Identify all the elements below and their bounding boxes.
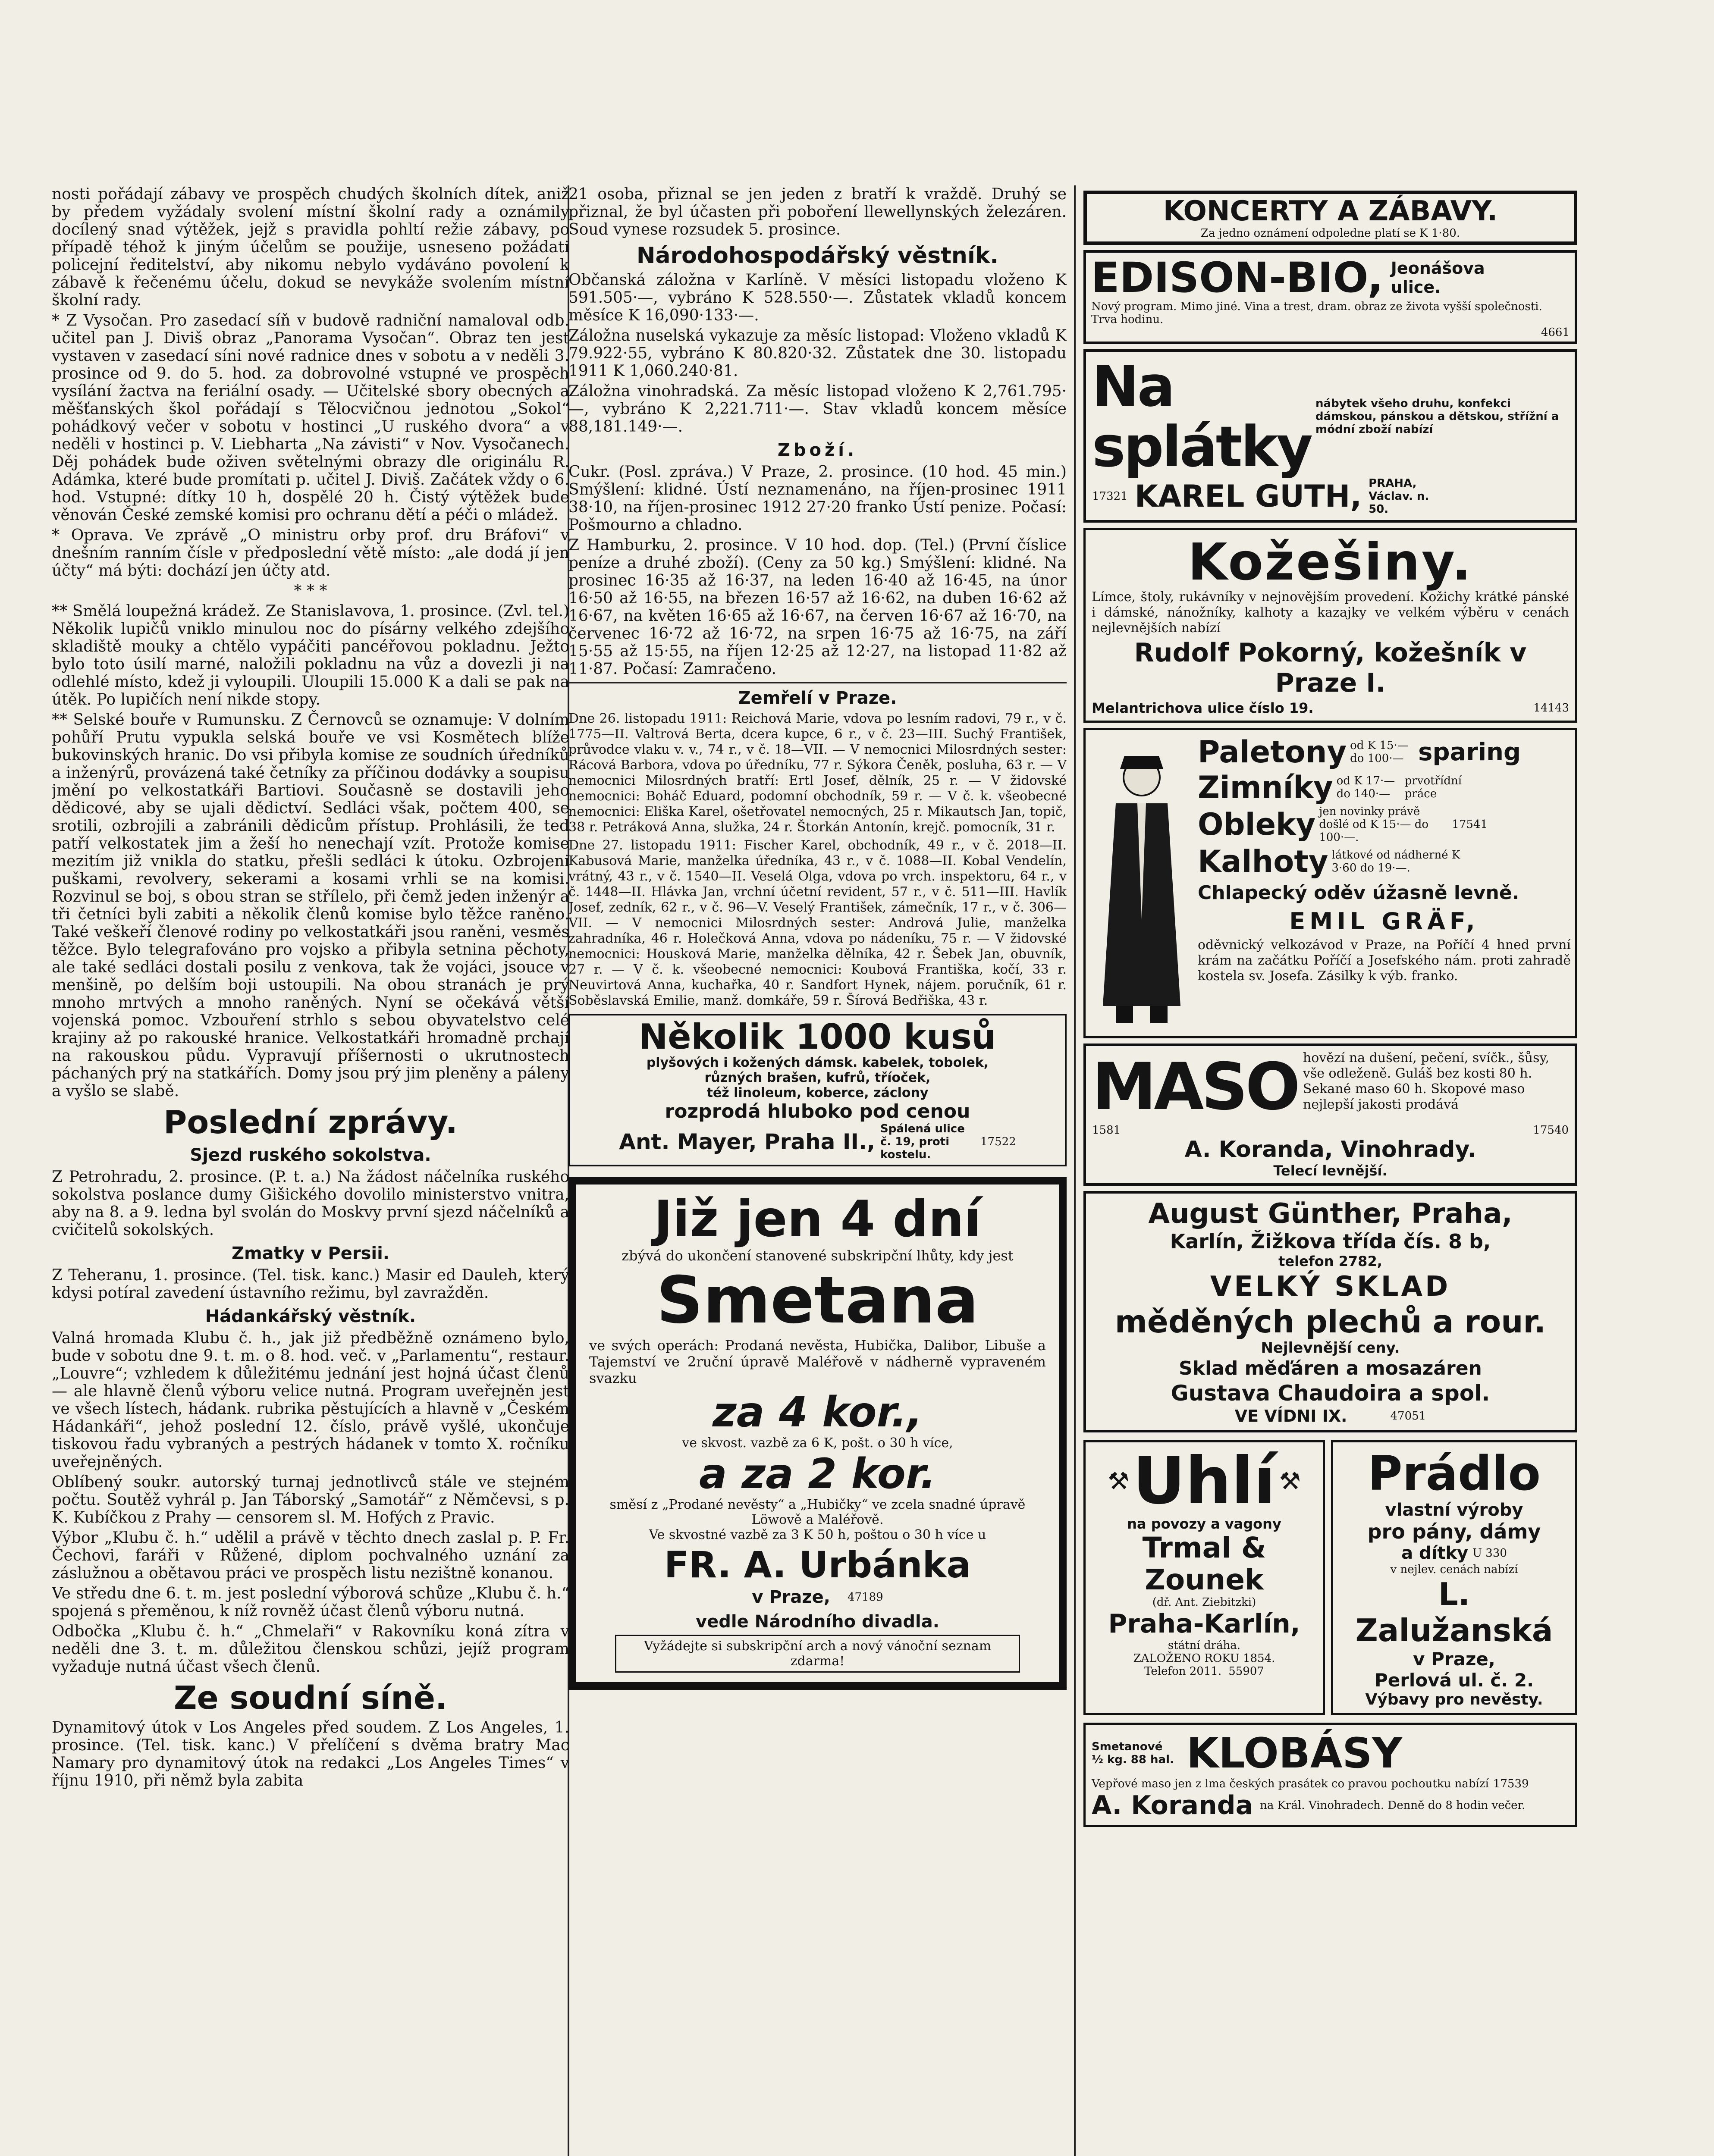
news-hadank-4: Ve středu dne 6. t. m. jest poslední výborová schůze „Klubu č. h.“ spojená s přeměnou, k níž rovněž účast členů výboru nutná. bbox=[52, 1585, 569, 1620]
ad-mayer-line3: též linoleum, koberce, záclony bbox=[706, 1085, 929, 1100]
ad-maso-name: A. Koranda, Vinohrady. bbox=[1184, 1137, 1476, 1163]
ad-mayer bbox=[568, 1014, 1067, 1166]
news-hamburk: Z Hamburku, 2. prosince. V 10 hod. dop. (Tel.) (První číslice peníze a druhé zboží). (Ceny za 50 kg.) Smýšlení: klidné. Na prosinec 16·35 až 16·37, na leden 16·40 až 16·45, na únor 16·50 až 16·55, na březen 16·57 až 16·62, na duben 16·62 až 16·67, na květen 16·65 až 16·67, na červen 16·67 až 16·70, na červenec 16·72 až 16·72, na srpen 16·75 až 16·75, na září 15·55 až 15·55, na říjen 12·25 až 12·27, na listopad 11·82 až 11·87. Počasí: Zamračeno. bbox=[568, 536, 1067, 678]
ad-mayer-line4: rozprodá hluboko pod cenou bbox=[665, 1100, 970, 1122]
ad-gunther-name: August Günther, Praha, bbox=[1148, 1198, 1513, 1230]
news-obcanska: Občanská záložna v Karlíně. V měsíci listopadu vloženo K 591.505·—, vybráno K 528.550·—. Zůstatek vkladů koncem měsíce K 16,090·133·—. bbox=[568, 271, 1067, 324]
ad-koncerty bbox=[1083, 191, 1577, 245]
news-boure: ** Selské bouře v Rumunsku. Z Černovců se oznamuje: V dolním pohůří Prutu vypukla selská bouře ve vsi Kosmětech blíže bukovinských hranic. Do vsi přibyla komise ze soudních úředníků a inženýrů, provázená také četníky za příčinou dodávky a soupisu jmění po velkostatkáři Bartiovi. Současně se dostavili jeho dědicové, aby se ujali dědictví. Sedláci však, počtem 400, se srotili, ozbrojili a zabránili dědicům přístup. Prohlásili, že teď patří velkostatek jim a žeší ho nenechají vzít. Protože komise mezitím již vnikla do statku, přešli sedláci k útoku. Ozbrojeni puškami, revolvery, sekerami a kosami vrhli se na komisi. Rozvinul se boj, s obou stran se střílelo, při čemž jeden inženýr a tři četníci byli zabiti a několik členů komise bylo těžce raněno. Také veškeří členové rodiny po velkostatkáři jsou raněni, vesměs těžce. Bylo telegrafováno pro vojsko a přibyla setnina pěchoty, ale také sedláci dostali posilu z venkova, tak že vojáci, jsouce v menšině, po delším boji ustoupili. Na obou stranách je prý mnoho mrtvých a mnoho raněných. Nyní se očekává větší vojenská pomoc. Vzbouření strhlo s sebou obyvatelstvo celé krajiny až po rakouské hranice. Velkostatkáři hromadně prchají na rakouskou půdu. Vypravují příšernosti o ukrutnostech páchaných prý na statkářích. Domy jsou prý jim pleněny a páleny a vyšlo se slabě. bbox=[52, 711, 569, 1100]
hammer-pick-icon: ⚒ bbox=[1279, 1467, 1301, 1495]
ad-graf-item-3: Obleky bbox=[1198, 807, 1316, 842]
news-soudni: Dynamitový útok v Los Angeles před soudem. Z Los Angeles, 1. prosince. (Tel. tisk. kanc.) V přelíčení s dvěma bratry Mac Namary pro dynamitový útok na redakci „Los Angeles Times“ v říjnu 1910, při němž byla zabita bbox=[52, 1719, 569, 1789]
ad-mayer-title: Několik 1000 kusů bbox=[639, 1017, 996, 1057]
ad-smetana-price-1: za 4 kor., bbox=[712, 1388, 923, 1436]
ad-pradlo-title: Prádlo bbox=[1367, 1446, 1541, 1501]
ad-pradlo-addr: Perlová ul. č. 2. bbox=[1374, 1670, 1534, 1691]
ad-kozesiny-text: Límce, štoly, rukávníky v nejnovějším provedení. Kožichy krátké pánské i dámské, nánožníky, kalhoty a kazajky ve velkém výběru v cenách nejlevnějších nabízí bbox=[1092, 589, 1569, 636]
ad-gunther-line-5: Gustava Chaudoira a spol. bbox=[1171, 1381, 1490, 1406]
ad-graf-price-2: od K 17·— do 140·— bbox=[1336, 774, 1395, 800]
ad-gunther-line-4: Sklad měďáren a mosazáren bbox=[1179, 1357, 1482, 1379]
ad-graf-note-1: sparing bbox=[1418, 738, 1521, 766]
ad-pradlo-line-4: v nejlev. cenách nabízí bbox=[1390, 1563, 1518, 1576]
hammer-pick-icon: ⚒ bbox=[1108, 1467, 1130, 1495]
ad-smetana-city: v Praze, bbox=[752, 1587, 830, 1607]
ad-maso-text: hovězí na dušení, pečení, svíčk., šůsy, vše odleženě. Guláš bez kosti 80 h. Sekané maso 60 h. Skopové maso nejlepší jakosti prodává bbox=[1303, 1050, 1549, 1112]
news-persie: Z Teheranu, 1. prosince. (Tel. tisk. kanc.) Masir ed Dauleh, který kdysi potíral zavedení ústavního režimu, byl zavražděn. bbox=[52, 1266, 569, 1302]
news-cukr: Cukr. (Posl. zpráva.) V Praze, 2. prosince. (10 hod. 45 min.) Smýšlení: klidné. Ústí neznamenáno, na říjen-prosinec 1911 38·10, na říjen-prosinec 1912 27·20 franko Ústí penize. Počasí: Pošmourno a chladno. bbox=[568, 463, 1067, 534]
divider bbox=[568, 682, 1067, 683]
ad-smetana-box: Vyžádejte si subskripční arch a nový vánoční seznam zdarma! bbox=[615, 1635, 1020, 1673]
ad-uhli-line-2: (dř. Ant. Ziebitzki) bbox=[1152, 1596, 1256, 1609]
man-in-coat-illustration bbox=[1090, 739, 1193, 1032]
headline-hadank: Hádankářský věstník. bbox=[205, 1307, 416, 1326]
ad-graf bbox=[1083, 728, 1577, 1038]
ad-pradlo-number: U 330 bbox=[1472, 1547, 1507, 1560]
news-zalozna: Záložna nuselská vykazuje za měsíc listopad: Vloženo vkladů K 79.922·55, vybráno K 80.820·32. Zůstatek dne 30. listopadu 1911 K 1,060.240·81. bbox=[568, 327, 1067, 380]
ad-kozesiny-name: Rudolf Pokorný, kožešník v Praze I. bbox=[1134, 638, 1527, 698]
ad-gunther-line-6: VE VÍDNI IX. bbox=[1234, 1407, 1347, 1426]
ad-graf-text: oděvnický velkozávod v Praze, na Poříčí 4 hned první krám na začátku Poříčí a Josefského nám. proti zahradě kostela sv. Josefa. Zásilky k výb. franko. bbox=[1198, 937, 1571, 984]
ad-smetana-divadla: vedle Národního divadla. bbox=[696, 1612, 939, 1632]
ad-smetana-firm: FR. A. Urbánka bbox=[664, 1544, 971, 1586]
news-top: 21 osoba, přiznal se jen jeden z bratří k vraždě. Druhý se přiznal, že byl účasten při poboření llewellynských železáren. Soud vynese rozsudek 5. prosince. bbox=[568, 185, 1067, 238]
ad-mayer-name: Ant. Mayer, Praha II., bbox=[619, 1129, 876, 1154]
ad-edison-text: Nový program. Mimo jiné. Vina a trest, dram. obraz ze života vyšší společnosti. Trva hodinu. bbox=[1091, 300, 1542, 326]
ad-koncerty-title: KONCERTY A ZÁBAVY. bbox=[1163, 195, 1498, 227]
section-title-narod: Národohospodářský věstník. bbox=[636, 243, 999, 269]
news-hadank-3: Výbor „Klubu č. h.“ udělil a právě v těchto dnech zaslal p. P. Fr. Čechovi, faráři v Růžené, diplom pochvalného uznání za záslužnou a obětavou práci ve prospěch listu nezištně konanou. bbox=[52, 1529, 569, 1582]
column-right bbox=[1083, 185, 1577, 2156]
ad-mayer-line1: plyšových i kožených dámsk. kabelek, tobolek, bbox=[646, 1055, 989, 1070]
ad-klobasy bbox=[1083, 1723, 1577, 1827]
ad-edison-number: 4661 bbox=[1541, 326, 1570, 339]
ad-graf-item-1: Paletony bbox=[1198, 734, 1347, 770]
ad-smetana-text: ve svých operách: Prodaná nevěsta, Hubička, Dalibor, Libuše a Tajemství ve 2ruční úpravě Maléřově v nádherně vypraveném svazku bbox=[589, 1337, 1046, 1386]
ad-uhli-line-3: státní dráha. bbox=[1168, 1639, 1241, 1652]
separator-stars: * * * bbox=[294, 582, 327, 600]
ad-klobasy-number: 17539 bbox=[1493, 1777, 1529, 1790]
ad-smetana-number: 47189 bbox=[847, 1591, 883, 1604]
column-left bbox=[52, 185, 569, 2156]
headline-persie: Zmatky v Persii. bbox=[232, 1244, 389, 1263]
news-hadank-1: Valná hromada Klubu č. h., jak již předběžně oznámeno bylo, bude v sobotu dne 9. t. m. o 8. hod. več. v „Parlamentu“, restaur. „Louvre“; vzhledem k důležitému jednání jest hojná účast členů — ale hlavně členů výboru velice nutná. Program uveřejněn jest ve všech lístech, hádank. rubrika pěstujících a hlavně v „Českém Hádankáři“, jehož poslední 12. číslo, právě vyšlé, ukončuje tiskovou řadu vybraných a pestrých hádanek v tomto X. ročníku uveřejněných. bbox=[52, 1329, 569, 1471]
news-oprava: * Oprava. Ve zprávě „O ministru orby prof. dru Bráfovi“ v dnešním ranním čísle v předposlední větě místo: „ale dodá jí jen účty“ má býti: dochází jen účty atd. bbox=[52, 526, 569, 580]
news-hadank-5: Odbočka „Klubu č. h.“ „Chmelaři“ v Rakovníku koná zítra v neděli dne 3. t. m. důležitou členskou schůzi, jejíž program vyžaduje nutná účast všech členů. bbox=[52, 1623, 569, 1676]
ad-edison-side: Jeonášova ulice. bbox=[1391, 259, 1485, 297]
ad-graf-number: 17541 bbox=[1452, 818, 1488, 831]
ad-splatky-title: Na splátky bbox=[1092, 354, 1312, 479]
ad-uhli bbox=[1083, 1440, 1325, 1715]
ad-maso-number-2: 17540 bbox=[1533, 1124, 1569, 1137]
ad-uhli-tel: Telefon 2011. bbox=[1144, 1665, 1222, 1678]
ad-pradlo-line-2: pro pány, dámy bbox=[1367, 1520, 1541, 1543]
ad-maso bbox=[1083, 1044, 1577, 1186]
ad-graf-item-4: Kalhoty bbox=[1198, 844, 1328, 879]
ad-klobasy-addr: na Král. Vinohradech. Denně do 8 hodin večer. bbox=[1260, 1799, 1526, 1812]
ad-mayer-addr: Spálená ulice č. 19, proti kostelu. bbox=[880, 1122, 965, 1161]
ad-smetana bbox=[568, 1177, 1067, 1690]
ad-uhli-number: 55907 bbox=[1228, 1665, 1264, 1678]
ad-mayer-number: 17522 bbox=[980, 1135, 1016, 1148]
news-zemreli-2: Dne 27. listopadu 1911: Fischer Karel, obchodník, 49 r., v č. 2018—II. Kabusová Marie, manželka úředníka, 43 r., v č. 1088—II. Kobal Vendelín, vrátný, 43 r., v č. 1540—II. Veselá Olga, vdova po vrch. inspektoru, 64 r., v č. 1448—II. Hlávka Jan, vrchní účetní revident, 57 r., v č. 511—III. Havlík Josef, zedník, 62 r., v č. 96—V. Veselý František, zámečník, 17 r., v č. 306—VII. — V nemocnici Milosrdných sester: Andrová Julie, manželka zahradníka, 46 r. Holečková Anna, vdova po nádeníku, 75 r. — V židovské nemocnici: Housková Marie, manželka dělníka, 42 r. Šebek Jan, obuvník, 27 r. — V č. k. všeobecné nemocnici: Koubová Františka, kočí, 33 r. Neuvirtová Anna, kuchařka, 40 r. Sandfort Hynek, nájem. poručník, 61 r. Soběslavská Emilie, manž. domkáře, 59 r. Šírová Bedřiška, 43 r. bbox=[568, 838, 1067, 1008]
ad-gunther-line-3: Nejlevnější ceny. bbox=[1261, 1339, 1400, 1357]
ad-pradlo-foot: Výbavy pro nevěsty. bbox=[1365, 1691, 1543, 1708]
ad-pradlo-line-1: vlastní výroby bbox=[1385, 1500, 1523, 1520]
ad-edison-title: EDISON-BIO, bbox=[1091, 254, 1383, 302]
news-hadank-2: Oblíbený soukr. autorský turnaj jednotlivců stále ve stejném počtu. Soutěž vyhrál p. Jan Táborský „Samotář“ z Němčevsi, s p. K. Kubíčkou z Prahy — censorem sl. M. Hofých z Pravic. bbox=[52, 1473, 569, 1526]
ad-splatky-name: KAREL GUTH, bbox=[1134, 479, 1362, 514]
news-zemreli-1: Dne 26. listopadu 1911: Reichová Marie, vdova po lesním radovi, 79 r., v č. 1775—II. Valtrová Berta, dcera kupce, 6 r., v č. 23—III. Suchý František, průvodce vlaku v. v., 74 r., v č. 18—VII. — V nemocnici Milosrdných sester: Rácová Barbora, vdova po úředníku, 77 r. Sýkora Čeněk, posluha, 63 r. — V nemocnici Milosrdných bratří: Ertl Josef, dělník, 25 r. — V židovské nemocnici: Boháč Eduard, podomní obchodník, 59 r. — V č. k. všeobecné nemocnici: Eliška Karel, ošetřovatel nemocných, 25 r. Mikautsch Jan, topič, 38 r. Petráková Anna, služka, 24 r. Štorkán Antonín, krejč. pomocník, 31 r. bbox=[568, 711, 1067, 835]
ad-uhli-city: Praha-Karlín, bbox=[1108, 1609, 1300, 1639]
ad-edison bbox=[1083, 250, 1577, 344]
ad-uhli-line-4: ZALOŽENO ROKU 1854. bbox=[1133, 1652, 1275, 1665]
ad-mayer-line2: různých brašen, kufrů, tříoček, bbox=[704, 1070, 931, 1085]
ad-maso-title: MASO bbox=[1092, 1050, 1298, 1125]
ad-graf-name: EMIL GRÄF, bbox=[1289, 908, 1479, 935]
ad-smetana-smes: směsí z „Prodané nevěsty“ a „Hubičky“ ve zcela snadné úpravě Löwově a Maléřově. bbox=[609, 1497, 1026, 1527]
ad-kozesiny-addr: Melantrichova ulice číslo 19. bbox=[1092, 700, 1314, 716]
ad-pradlo-name: L. Zalužanská bbox=[1355, 1576, 1553, 1648]
ad-graf-price-1: od K 15·— do 100·— bbox=[1350, 739, 1409, 765]
ad-splatky bbox=[1083, 349, 1577, 523]
ad-kozesiny-title: Kožešiny. bbox=[1188, 532, 1473, 592]
ad-pradlo-city: v Praze, bbox=[1413, 1648, 1495, 1670]
news-sjezd: Z Petrohradu, 2. prosince. (P. t. a.) Na žádost náčelníka ruského sokolstva poslance dumy Gišického dovolilo ministerstvo vnitra, aby na 8. a 9. ledna byl svolán do Moskvy první sjezd náčelníků a cvičitelů sokolských. bbox=[52, 1168, 569, 1239]
ad-kozesiny bbox=[1083, 528, 1577, 723]
ad-pradlo-line-3: a dítky bbox=[1401, 1543, 1469, 1563]
ad-graf-price-3: jen novinky právě došlé od K 15·— do 100·—. bbox=[1319, 805, 1429, 844]
ad-smetana-binding-1: ve skvost. vazbě za 6 K, pošt. o 30 h více, bbox=[682, 1435, 953, 1451]
ad-gunther bbox=[1083, 1191, 1577, 1432]
ad-smetana-binding-2: Ve skvostné vazbě za 3 K 50 h, poštou o 30 h více u bbox=[649, 1527, 986, 1542]
ad-klobasy-title: KLOBÁSY bbox=[1187, 1729, 1402, 1777]
ad-pradlo bbox=[1331, 1440, 1577, 1715]
ad-smetana-name: Smetana bbox=[656, 1263, 979, 1338]
ad-uhli-line-1: na povozy a vagony bbox=[1127, 1516, 1281, 1532]
ad-gunther-number: 47051 bbox=[1390, 1410, 1426, 1423]
ad-maso-number-1: 1581 bbox=[1092, 1124, 1121, 1137]
ad-gunther-line-1: VELKÝ SKLAD bbox=[1210, 1271, 1451, 1303]
ad-kozesiny-number: 14143 bbox=[1533, 702, 1569, 714]
ad-koncerty-sub: Za jedno oznámení odpoledne platí se K 1·80. bbox=[1200, 227, 1460, 240]
ad-smetana-title: Již jen 4 dní bbox=[654, 1190, 981, 1248]
news-vysocan: * Z Vysočan. Pro zasedací síň v budově radniční namaloval odb. učitel pan J. Diviš obraz „Panorama Vysočan“. Obraz ten jest vystaven v zasedací síni nové radnice dnes v sobotu a v neděli 3. prosince od 9. do 5. hod. za dobrovolné vstupné ve prospěch vysílání žactva na feriální osady. — Učitelské sbory obecných a měšťanských škol pořádají s Tělocvičnou jednotou „Sokol“ pohádkový večer v sobotu v hostinci „U ruského dvora“ a v neděli v hostinci p. V. Liebharta „Na závisti“ v Nov. Vysočanech. Děj pohádek bude oživen světelnými obrazy dle originálu R. Adámka, které bude promítati p. učitel J. Diviš. Začátek vždy o 6. hod. Vstupné: dítky 10 h, dospělé 20 h. Čistý výtěžek bude věnován České zemské komisi pro ochranu dětí a péči o mládež. bbox=[52, 312, 569, 524]
ad-smetana-sub: zbývá do ukončení stanovené subskripční lhůty, kdy jest bbox=[622, 1247, 1014, 1264]
section-title-soudni: Ze soudní síně. bbox=[173, 1680, 448, 1717]
column-rule-2 bbox=[1074, 185, 1076, 2156]
ad-uhli-title: Uhlí bbox=[1133, 1444, 1276, 1519]
ad-smetana-price-2: a za 2 kor. bbox=[699, 1450, 936, 1498]
ad-klobasy-name: A. Koranda bbox=[1092, 1790, 1253, 1821]
ad-splatky-addr: PRAHA, Václav. n. 50. bbox=[1369, 477, 1429, 516]
ad-gunther-addr: Karlín, Žižkova třída čís. 8 b, bbox=[1170, 1230, 1491, 1253]
ad-graf-price-4: látkové od nádherné K 3·60 do 19·—. bbox=[1331, 849, 1460, 874]
section-title-posledni: Poslední zprávy. bbox=[163, 1104, 458, 1141]
ad-graf-chlap: Chlapecký oděv úžasně levně. bbox=[1198, 882, 1519, 904]
news-loupez: ** Smělá loupežná krádež. Ze Stanislavova, 1. prosince. (Zvl. tel.) Několik lupičů vniklo minulou noc do písárny velkého zdejšího skladiště mouky a chtělo vypáčiti pancéřovou pokladnu. Ježto bylo toto úsilí marné, naložili pokladnu na vůz a dovezli ji na odlehlé místo, kdež ji vyloupili. Uloupili 15.000 K a dali se pak na útěk. Po lupičích není nikde stopy. bbox=[52, 602, 569, 708]
ad-graf-note-2: prvotřídní práce bbox=[1404, 774, 1462, 800]
headline-zbozi: Zboží. bbox=[777, 440, 858, 460]
ad-klobasy-side: Smetanové ½ kg. 88 hal. bbox=[1092, 1740, 1174, 1766]
ad-uhli-name: Trmal & Zounek bbox=[1142, 1531, 1266, 1596]
ad-gunther-tel: telefon 2782, bbox=[1278, 1253, 1382, 1269]
ad-splatky-number: 17321 bbox=[1092, 490, 1128, 503]
news-vinohradska: Záložna vinohradská. Za měsíc listopad vloženo K 2,761.795·—, vybráno K 2,221.711·—. Stav vkladů koncem měsíce 88,181.149·—. bbox=[568, 382, 1067, 436]
headline-zemreli: Zemřelí v Praze. bbox=[738, 688, 897, 708]
ad-maso-foot: Telecí levnější. bbox=[1273, 1163, 1388, 1179]
headline-sjezd: Sjezd ruského sokolstva. bbox=[190, 1145, 431, 1165]
ad-klobasy-text: Vepřové maso jen z lma českých prasátek co pravou pochoutku nabízí bbox=[1092, 1777, 1489, 1790]
column-middle bbox=[568, 185, 1067, 2156]
ad-graf-item-2: Zimníky bbox=[1198, 770, 1333, 805]
ad-splatky-side: nábytek všeho druhu, konfekci dámskou, pánskou a dětskou, střížní a módní zboží nabízí bbox=[1315, 397, 1559, 436]
ad-gunther-line-2: měděných plechů a rour. bbox=[1114, 1304, 1546, 1340]
article-intro: nosti pořádají zábavy ve prospěch chudých školních dítek, aniž by předem vyžádaly svolení místní školní rady a oznámily docílený snad výtěžek, jejž s pravidla pohltí režie zábavy, po případě téhož k jiným účelům se použije, usneseno požádati policejní ředitelství, aby nikomu nebylo vydáváno povolení k zábavě k řečenému účelu, dokud se nevykáže svolením místní školní rady. bbox=[52, 185, 569, 309]
